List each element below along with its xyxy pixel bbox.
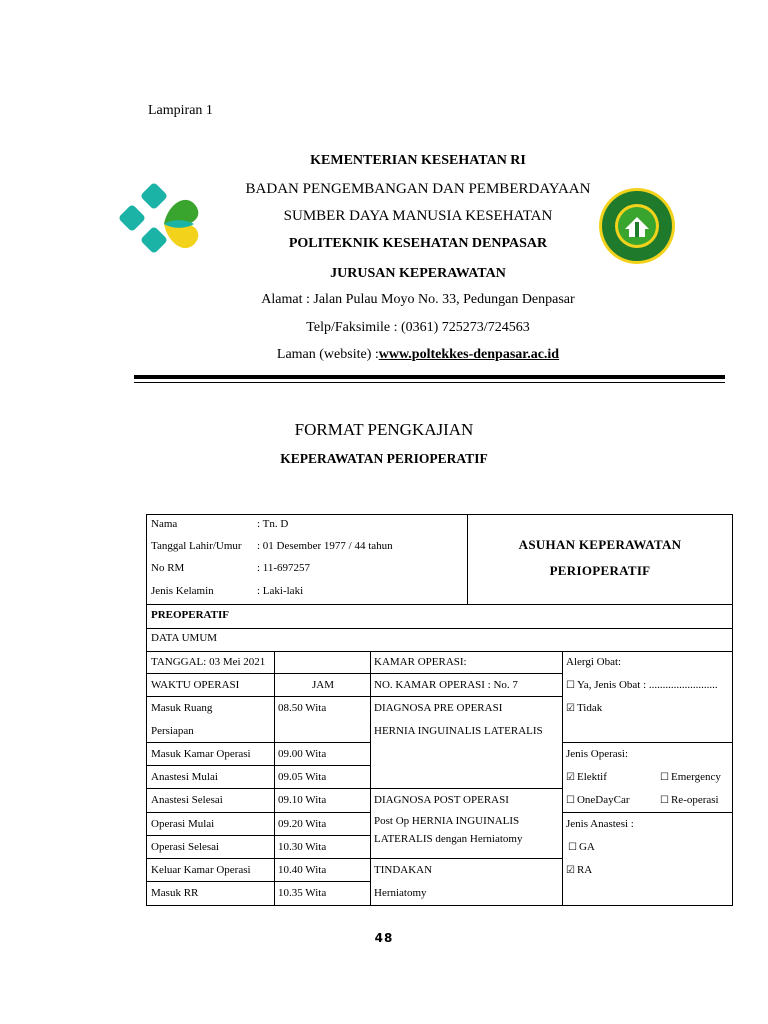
time-row-label: Operasi Mulai: [151, 818, 215, 830]
section-data-umum: DATA UMUM: [151, 632, 218, 644]
diagnosa-pre-value: HERNIA INGUINALIS LATERALIS: [374, 725, 543, 737]
checkbox-unchecked-icon[interactable]: ☐: [660, 772, 669, 783]
reoperasi-option[interactable]: [660, 794, 719, 807]
header-badan: BADAN PENGEMBANGAN DAN PEMBERDAYAAN: [245, 181, 591, 197]
alergi-tidak-label: Tidak: [576, 702, 603, 714]
time-row-label: Anastesi Mulai: [151, 771, 218, 783]
onedaycar-option[interactable]: [566, 794, 630, 807]
time-row-label: Masuk Kamar Operasi: [151, 748, 251, 760]
rm-label: No RM: [151, 562, 185, 574]
header-alamat: Alamat : Jalan Pulau Moyo No. 33, Pedungan Denpasar: [261, 292, 575, 307]
nama-label: Nama: [151, 518, 178, 530]
kemenkes-logo: [116, 178, 206, 270]
header-divider-thick: [134, 375, 725, 379]
checkbox-unchecked-icon[interactable]: ☐: [566, 795, 575, 806]
asuhan-title-line1: ASUHAN KEPERAWATAN: [518, 537, 682, 552]
ga-label: GA: [578, 841, 595, 853]
section-preoperatif: PREOPERATIF: [151, 609, 230, 621]
time-row-value: 10.35 Wita: [278, 887, 327, 899]
time-row-value: 10.30 Wita: [278, 841, 327, 853]
tanggal-operasi: TANGGAL: 03 Mei 2021: [151, 656, 266, 668]
header-jurusan: JURUSAN KEPERAWATAN: [330, 266, 506, 281]
ga-option[interactable]: [568, 841, 595, 854]
onedaycar-label: OneDayCar: [576, 794, 630, 806]
time-row-value: 09.10 Wita: [278, 794, 327, 806]
diagnosa-post-value-1: Post Op HERNIA INGUINALIS: [374, 815, 520, 827]
header-telp: Telp/Faksimile : (0361) 725273/724563: [306, 320, 530, 335]
elektif-label: Elektif: [576, 771, 607, 783]
jk-label: Jenis Kelamin: [151, 585, 214, 597]
diagnosa-post-label: DIAGNOSA POST OPERASI: [374, 794, 509, 806]
ttl-label: Tanggal Lahir/Umur: [151, 540, 242, 552]
tindakan-value: Herniatomy: [374, 887, 427, 899]
time-row-label: Operasi Selesai: [151, 841, 220, 853]
time-row-value: 09.05 Wita: [278, 771, 327, 783]
no-kamar-operasi: NO. KAMAR OPERASI : No. 7: [374, 679, 518, 691]
time-row-label: Masuk Ruang: [151, 702, 213, 714]
emergency-label: Emergency: [670, 771, 721, 783]
page-number: 48: [374, 931, 394, 945]
diagnosa-pre-label: DIAGNOSA PRE OPERASI: [374, 702, 503, 714]
form-title: FORMAT PENGKAJIAN: [294, 420, 474, 439]
assessment-table: [146, 514, 733, 906]
diagnosa-post-value-2: LATERALIS dengan Herniatomy: [374, 833, 523, 845]
poltekkes-logo: [598, 187, 676, 265]
jenis-anastesi-label: Jenis Anastesi :: [566, 818, 634, 830]
jenis-operasi-label: Jenis Operasi:: [566, 748, 629, 760]
ttl-value: : 01 Desember 1977 / 44 tahun: [257, 540, 393, 552]
lampiran-label: Lampiran 1: [148, 103, 213, 118]
alergi-obat-label: Alergi Obat:: [566, 656, 622, 668]
checkbox-unchecked-icon[interactable]: ☐: [568, 842, 577, 853]
header-sdm: SUMBER DAYA MANUSIA KESEHATAN: [283, 208, 553, 224]
jam-header: JAM: [312, 679, 335, 691]
ra-label: RA: [576, 864, 593, 876]
elektif-option[interactable]: [566, 771, 607, 784]
kamar-operasi-label: KAMAR OPERASI:: [374, 656, 467, 668]
header-kementerian: KEMENTERIAN KESEHATAN RI: [310, 153, 526, 168]
emergency-option[interactable]: [660, 771, 721, 784]
tindakan-label: TINDAKAN: [374, 864, 433, 876]
time-row-value: 09.20 Wita: [278, 818, 327, 830]
alergi-ya-option[interactable]: [566, 679, 718, 692]
checkbox-checked-icon[interactable]: ☑: [566, 772, 575, 783]
asuhan-title-line2: PERIOPERATIF: [549, 563, 651, 578]
checkbox-checked-icon[interactable]: ☑: [566, 865, 575, 876]
website-link[interactable]: www.poltekkes-denpasar.ac.id: [378, 347, 560, 362]
form-subtitle: KEPERAWATAN PERIOPERATIF: [280, 451, 488, 466]
alergi-ya-label: Ya, Jenis Obat : .........................: [576, 679, 718, 691]
ra-option[interactable]: [566, 864, 592, 877]
laman-label: Laman (website) :: [276, 347, 379, 362]
waktu-operasi-header: WAKTU OPERASI: [151, 679, 240, 691]
time-row-label: Persiapan: [151, 725, 194, 737]
checkbox-unchecked-icon[interactable]: ☐: [566, 680, 575, 691]
header-laman: [200, 347, 636, 363]
time-row-value: 08.50 Wita: [278, 702, 327, 714]
rm-value: : 11-697257: [257, 562, 311, 574]
checkbox-unchecked-icon[interactable]: ☐: [660, 795, 669, 806]
checkbox-checked-icon[interactable]: ☑: [566, 703, 575, 714]
alergi-tidak-option[interactable]: [566, 702, 602, 715]
time-row-label: Masuk RR: [151, 887, 199, 899]
jk-value: : Laki-laki: [257, 585, 304, 597]
header-divider-thin: [134, 382, 725, 383]
reoperasi-label: Re-operasi: [670, 794, 719, 806]
nama-value: : Tn. D: [257, 518, 289, 530]
time-row-label: Keluar Kamar Operasi: [151, 864, 251, 876]
header-politeknik: POLITEKNIK KESEHATAN DENPASAR: [288, 236, 548, 251]
time-row-label: Anastesi Selesai: [151, 794, 223, 806]
time-row-value: 09.00 Wita: [278, 748, 327, 760]
time-row-value: 10.40 Wita: [278, 864, 327, 876]
